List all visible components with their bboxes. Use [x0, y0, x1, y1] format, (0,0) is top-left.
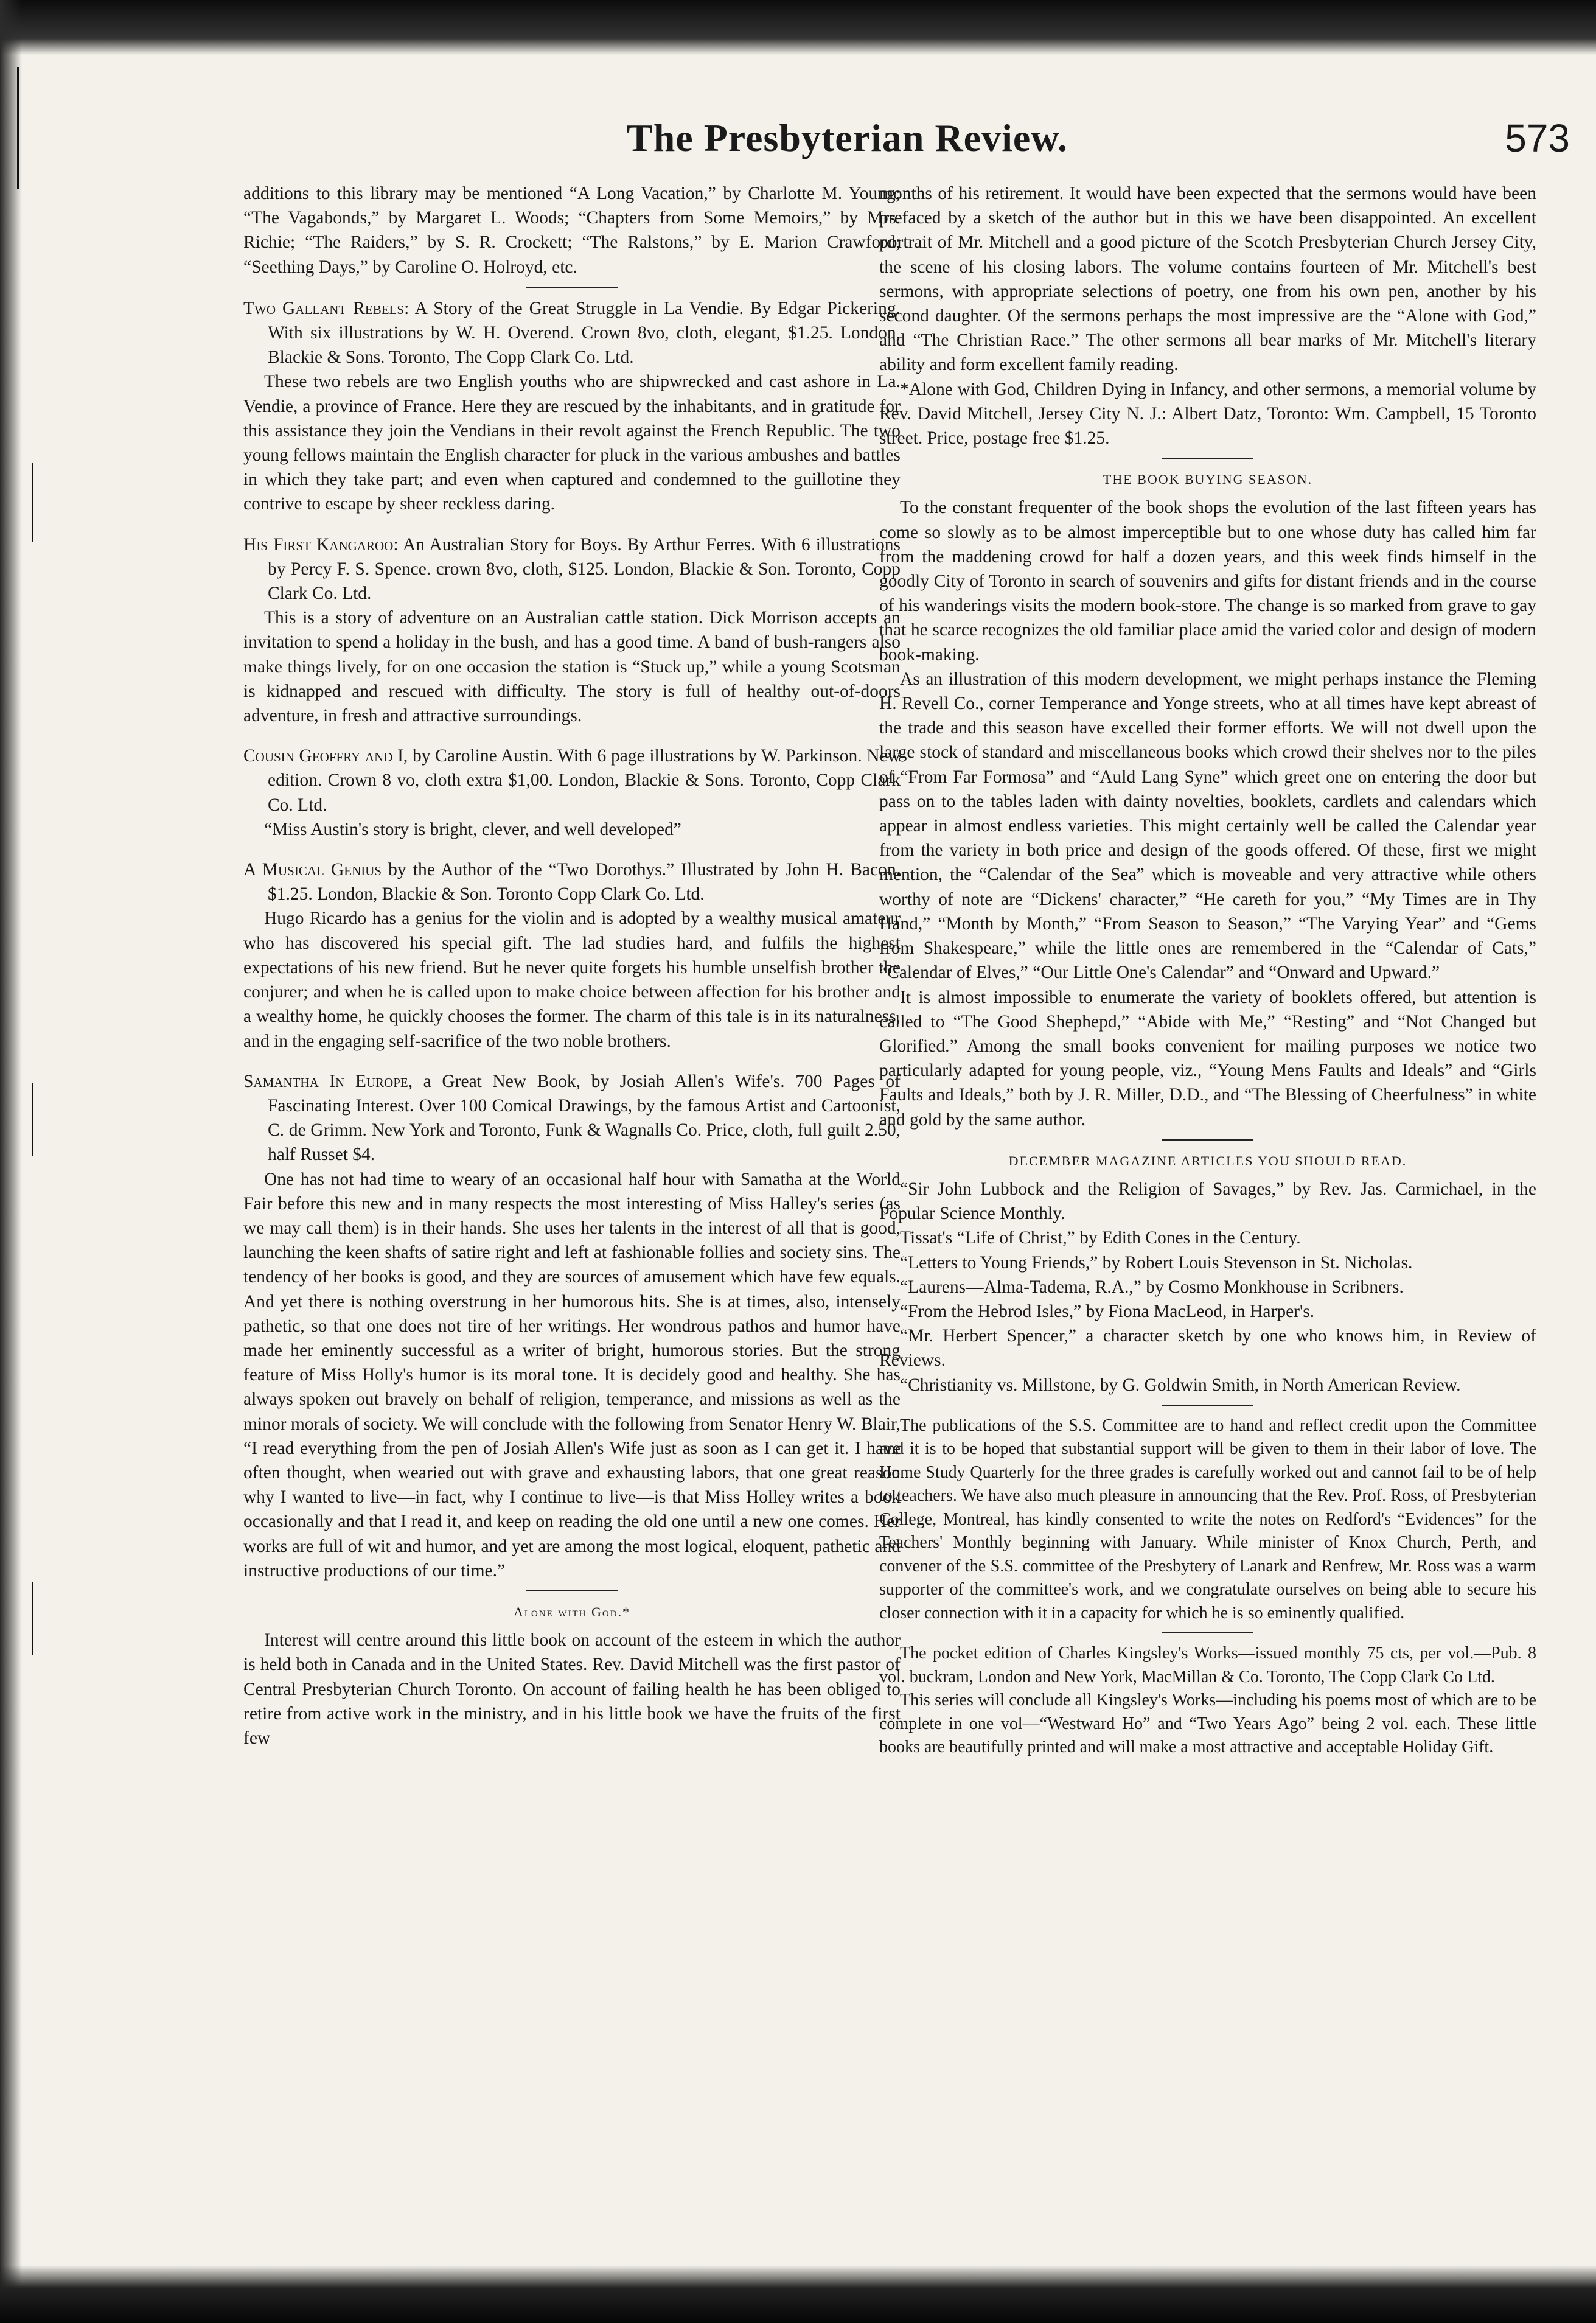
- margin-mark: [32, 463, 33, 542]
- footnote: *Alone with God, Children Dying in Infancy, and other sermons, a memorial volume by Rev. David Mitchell, Jersey City N. J.: Albert Datz, Toronto: Wm. Campbell, 15 Toronto street. Price, postage free $1.25.: [879, 379, 1536, 449]
- review-entry-heading: [243, 1069, 901, 1167]
- book-citation: , a Great New Book, by Josiah Allen's Wife's. 700 Pages of Fascinating Interest. Over 100 Comical Drawings, by the famous Artist and Cartoonist, C. de Grimm. New York and Toronto, Funk & Wagnalls Co. Price, cloth, full guilt 2.50, half Russet $4.: [268, 1071, 901, 1165]
- page-header: [164, 116, 1570, 183]
- spacer: [243, 842, 901, 858]
- book-citation: , by Caroline Austin. With 6 page illustrations by W. Parkinson. New edition. Crown 8 vo, cloth extra $1,00. London, Blackie & Sons. Toronto, Copp Clark Co. Ltd.: [268, 746, 901, 815]
- section-heading: THE BOOK BUYING SEASON.: [1103, 472, 1313, 487]
- book-title: Samantha In Europe: [243, 1071, 408, 1091]
- book-citation: : A Story of the Great Struggle in La Vendie. By Edgar Pickering. With six illustrations by W. H. Overend. Crown 8vo, cloth, elegant, $1.25. London, Blackie & Sons. Toronto, The Copp Clark Co. Ltd.: [268, 298, 901, 368]
- book-citation: by the Author of the “Two Dorothys.” Illustrated by John H. Bacon. $1.25. London, Blackie & Son. Toronto Copp Clark Co. Ltd.: [268, 860, 901, 904]
- divider: [1162, 1139, 1253, 1141]
- margin-mark: [32, 1582, 33, 1655]
- divider: [1162, 1405, 1253, 1406]
- review-body: Interest will centre around this little book on account of the esteem in which the author is held both in Canada and in the United States. Rev. David Mitchell was the first pastor of Central Presbyterian Church Toronto. On account of failing health he has been obliged to retire from active work in the ministry, and in his little book we have the fruits of the first few: [243, 1630, 901, 1748]
- article-paragraph: The publications of the S.S. Committee are to hand and reflect credit upon the Committee and it is to be hoped that substantial support will be given to them in their labor of love. The Home Study Quarterly for the three grades is carefully worked out and cannot fail to be of help to teachers. We have also much pleasure in announcing that the Rev. Prof. Ross, of Presbyterian College, Montreal, has kindly consented to write the notes on Redford's “Evidences” for the Teachers' Monthly beginning with January. While minister of Knox Church, Perth, and convener of the S.S. committee of the Presbytery of Lanark and Renfrew, Mr. Ross was a warm supporter of the committee's work, and we congratulate ourselves on being able to secure his closer connection with it in a capacity for which he is so eminently qualified.: [879, 1416, 1536, 1623]
- scan-edge-left: [0, 0, 22, 2323]
- review-entry-heading: [243, 744, 901, 817]
- article-paragraph: It is almost impossible to enumerate the variety of booklets offered, but attention is called to “The Good Shephepd,” “Abide with Me,” “Resting” and “Not Changed but Glorified.” Among the small books convenient for mailing purposes we notice two particularly adapted for young people, viz., “Young Mens Faults and Ideals” and “Girls Faults and Ideals,” both by J. R. Miller, D.D., and “The Blessing of Cheerfulness” in white and gold by the same author.: [879, 987, 1536, 1130]
- page-number: 573: [1505, 116, 1570, 160]
- scan-edge-top: [0, 0, 1596, 55]
- book-title: His First Kangaroo: [243, 534, 394, 554]
- review-entry-heading: [243, 533, 901, 606]
- list-item: “Christianity vs. Millstone, by G. Goldwin Smith, in North American Review.: [900, 1375, 1461, 1395]
- article-paragraph: The pocket edition of Charles Kingsley's Works—issued monthly 75 cts, per vol.—Pub. 8 vol. buckram, London and New York, MacMillan & Co. Toronto, The Copp Clark Co Ltd.: [879, 1644, 1536, 1686]
- list-item: Tissat's “Life of Christ,” by Edith Cones in the Century.: [900, 1228, 1301, 1248]
- review-body: “Miss Austin's story is bright, clever, and well developed”: [264, 819, 681, 839]
- review-body: One has not had time to weary of an occasional half hour with Samatha at the World Fair before this new and in many respects the most interesting of Miss Halley's series (as we may call them) is in their hands. She uses her talents in the interest of all that is good, launching the keen shafts of satire right and left at fashionable follies and society sins. The tendency of her books is good, and they are sources of amusement which have few equals. And yet there is nothing overstrung in her humorous hits. She is at times, also, intensely pathetic, so that one does not tire of her writings. Her wondrous pathos and humor have made her eminently successful as a writer of bright, humorous stories. But the strong feature of Miss Holly's humor is its moral tone. It is decidely good and healthy. She has always spoken out bravely on behalf of religion, temperance, and missions as well as the minor morals of society. We will conclude with the following from Senator Henry W. Blair, “I read everything from the pen of Josiah Allen's Wife just as soon as I can get it. I have often thought, when wearied out with grave and exhausting labors, that one great reason why I wanted to live—in fact, why I continue to live—is that Miss Holley writes a book occasionally and that I read it, and keep on reading the old one until a new one comes. Her works are full of wit and humor, and yet are among the most logical, eloquent, pathetic and instructive productions of our time.”: [243, 1169, 901, 1581]
- book-title: A Musical Genius: [243, 860, 382, 880]
- spacer: [243, 517, 901, 533]
- margin-mark: [32, 1083, 33, 1156]
- review-entry-heading: [243, 296, 901, 370]
- review-entry-heading: [243, 858, 901, 906]
- list-item: “Sir John Lubbock and the Religion of Savages,” by Rev. Jas. Carmichael, in the Popular Science Monthly.: [879, 1179, 1536, 1224]
- review-body: These two rebels are two English youths who are shipwrecked and cast ashore in La. Vendie, a province of France. Here they are rescued by the inhabitants, and in gratitude for this assistance they join the Vendians in their revolt against the French Republic. The two young fellows maintain the English character for pluck in the various ambushes and battles in which they take part; and even when captured and condemned to the guillotine they contrive to escape by sheer reckless daring.: [243, 372, 901, 514]
- book-citation: : An Australian Story for Boys. By Arthur Ferres. With 6 illustrations by Percy F. S. Spence. crown 8vo, cloth, $125. London, Blackie & Son. Toronto, Copp Clark Co. Ltd.: [268, 534, 901, 604]
- divider: [1162, 458, 1253, 459]
- article-paragraph: To the constant frequenter of the book shops the evolution of the last fifteen years has come so slowly as to be almost imperceptible but to one whose duty has called him far from the maddening crowd for half a dozen years, and this week finds himself in the goodly City of Toronto in search of souvenirs and gifts for distant friends and in the course of his wanderings visits the modern book-store. The change is so marked from grave to gay that he scarce recognizes the old familiar place amid the varied color and design of modern book-making.: [879, 498, 1536, 665]
- review-body: months of his retirement. It would have been expected that the sermons would have been prefaced by a sketch of the author but in this we have been disappointed. An excellent portrait of Mr. Mitchell and a good picture of the Scotch Presbyterian Church Jersey City, the scene of his closing labors. The volume contains fourteen of Mr. Mitchell's best sermons, with appropriate selections of poetry, one from his own pen, another by his second daughter. Of the sermons perhaps the most impressive are the “Alone with God,” and “The Christian Race.” The other sermons all bear marks of Mr. Mitchell's literary ability and form excellent family reading.: [879, 184, 1536, 375]
- review-body: This is a story of adventure on an Australian cattle station. Dick Morrison accepts an invitation to spend a holiday in the bush, and has a good time. A band of bush-rangers also make things lively, for on one occasion the station is “Stuck up,” while a young Scotsman is kidnapped and rescued with difficulty. The story is full of healthy out-of-doors adventure, in fresh and attractive surroundings.: [243, 608, 901, 726]
- margin-mark: [17, 67, 19, 189]
- intro-paragraph: additions to this library may be mentioned “A Long Vacation,” by Charlotte M. Young; “The Vagabonds,” by Margaret L. Woods; “Chapters from Some Memoirs,” by Mrs. Richie; “The Raiders,” by S. R. Crockett; “The Ralstons,” by E. Marion Crawford; “Seething Days,” by Caroline O. Holroyd, etc.: [243, 184, 901, 277]
- article-paragraph: As an illustration of this modern development, we might perhaps instance the Fleming H. Revell Co., corner Temperance and Yonge streets, who at all times have kept abreast of the trade and this season have excelled their former efforts. We will not dwell upon the large stock of standard and miscellaneous books which crowd their shelves nor to the piles of “From Far Formosa” and “Auld Lang Syne” which greet one on entering the door but pass on to the tables laden with dainty novelties, booklets, cardlets and calendars which appear in almost endless varieties. This might certainly well be called the Calendar year from the variety in both price and design of the goods offered. Of these, first we might mention, the “Calendar of the Sea” which is moveable and very attractive while others worthy of note are “Dickens' character,” “He careth for you,” “My Times are in Thy Hand,” “Month by Month,” “From Season to Season,” “The Varying Year” and “Gems from Shakespeare,” while the little ones are remembered in the “Calendar of Cats,” “Calendar of Elves,” “Our Little One's Calendar” and “Onward and Upward.”: [879, 669, 1536, 983]
- list-item: “Laurens—Alma-Tadema, R.A.,” by Cosmo Monkhouse in Scribners.: [900, 1277, 1404, 1297]
- book-title: Cousin Geoffry and I: [243, 746, 403, 766]
- divider: [1162, 1632, 1253, 1633]
- section-heading: Alone with God.*: [513, 1604, 631, 1619]
- right-column: [879, 181, 1536, 2263]
- divider: [526, 287, 618, 288]
- left-column: [243, 181, 901, 2263]
- article-paragraph: This series will conclude all Kingsley's Works—including his poems most of which are to be complete in one vol—“Westward Ho” and “Two Years Ago” being 2 vol. each. These little books are beautifully printed and will make a most attractive and acceptable Holiday Gift.: [879, 1691, 1536, 1757]
- book-title: Two Gallant Rebels: [243, 298, 405, 318]
- list-item: “Mr. Herbert Spencer,” a character sketch by one who knows him, in Review of Reviews.: [879, 1326, 1536, 1371]
- section-heading: DECEMBER MAGAZINE ARTICLES YOU SHOULD READ.: [1008, 1153, 1407, 1168]
- spacer: [243, 1053, 901, 1069]
- divider: [526, 1590, 618, 1591]
- list-item: “Letters to Young Friends,” by Robert Louis Stevenson in St. Nicholas.: [900, 1252, 1413, 1273]
- spacer: [243, 728, 901, 744]
- review-body: Hugo Ricardo has a genius for the violin and is adopted by a wealthy musical amateur who has discovered his special gift. The lad studies hard, and fulfils the highest expectations of his new friend. But he never quite forgets his humble unselfish brother the conjurer; and when he is called upon to make choice between affection for his brother and a wealthy home, he quickly chooses the former. The charm of this tale is in its naturalness, and in the engaging self-sacrifice of the two noble brothers.: [243, 909, 901, 1051]
- journal-title: The Presbyterian Review.: [627, 116, 1068, 159]
- scan-edge-bottom: [0, 2265, 1596, 2323]
- list-item: “From the Hebrod Isles,” by Fiona MacLeod, in Harper's.: [900, 1301, 1315, 1321]
